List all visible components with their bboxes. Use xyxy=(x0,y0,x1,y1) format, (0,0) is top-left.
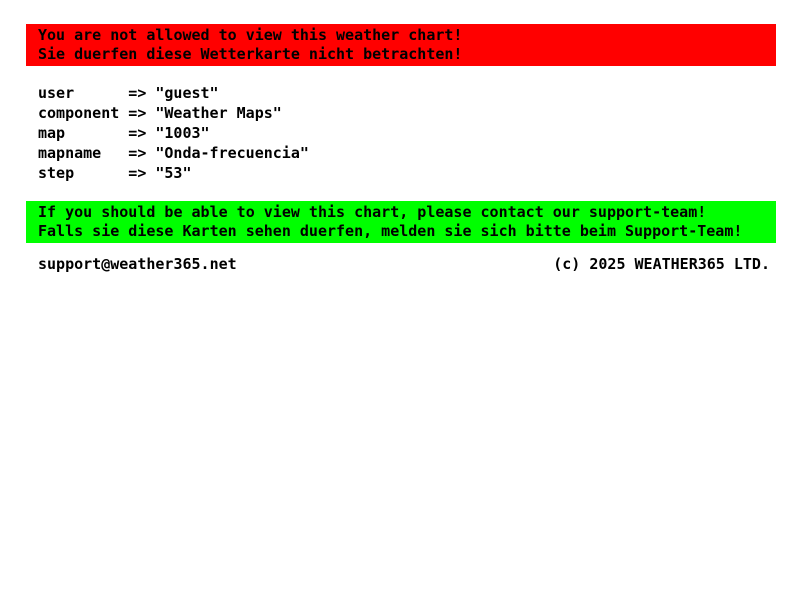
param-key: user xyxy=(38,84,75,102)
param-row-step xyxy=(38,163,776,183)
support-banner xyxy=(26,201,776,243)
support-email: support@weather365.net xyxy=(38,255,237,273)
denied-banner xyxy=(26,24,776,66)
param-row-map xyxy=(38,123,776,143)
param-key: map xyxy=(38,124,66,142)
footer xyxy=(26,254,776,274)
access-denied-page xyxy=(26,0,776,274)
request-params xyxy=(38,83,776,183)
arrow-glyph: => xyxy=(128,84,147,102)
arrow-glyph: => xyxy=(128,124,147,142)
arrow-glyph: => xyxy=(128,104,147,122)
param-row-mapname xyxy=(38,143,776,163)
param-row-user xyxy=(38,83,776,103)
support-banner-line-en: If you should be able to view this chart, please contact our support-team! xyxy=(38,203,707,221)
param-value: "guest" xyxy=(155,84,219,102)
arrow-glyph: => xyxy=(128,164,147,182)
denied-banner-line-de: Sie duerfen diese Wetterkarte nicht betrachten! xyxy=(38,45,463,63)
param-key: component xyxy=(38,104,120,122)
arrow-glyph: => xyxy=(128,144,147,162)
copyright-notice: (c) 2025 WEATHER365 LTD. xyxy=(553,255,770,273)
param-value: "Weather Maps" xyxy=(155,104,282,122)
param-key: mapname xyxy=(38,144,102,162)
param-key: step xyxy=(38,164,75,182)
param-value: "1003" xyxy=(155,124,210,142)
param-row-component xyxy=(38,103,776,123)
denied-banner-line-en: You are not allowed to view this weather chart! xyxy=(38,26,463,44)
param-value: "Onda-frecuencia" xyxy=(155,144,309,162)
param-value: "53" xyxy=(155,164,192,182)
support-banner-line-de: Falls sie diese Karten sehen duerfen, melden sie sich bitte beim Support-Team! xyxy=(38,222,743,240)
